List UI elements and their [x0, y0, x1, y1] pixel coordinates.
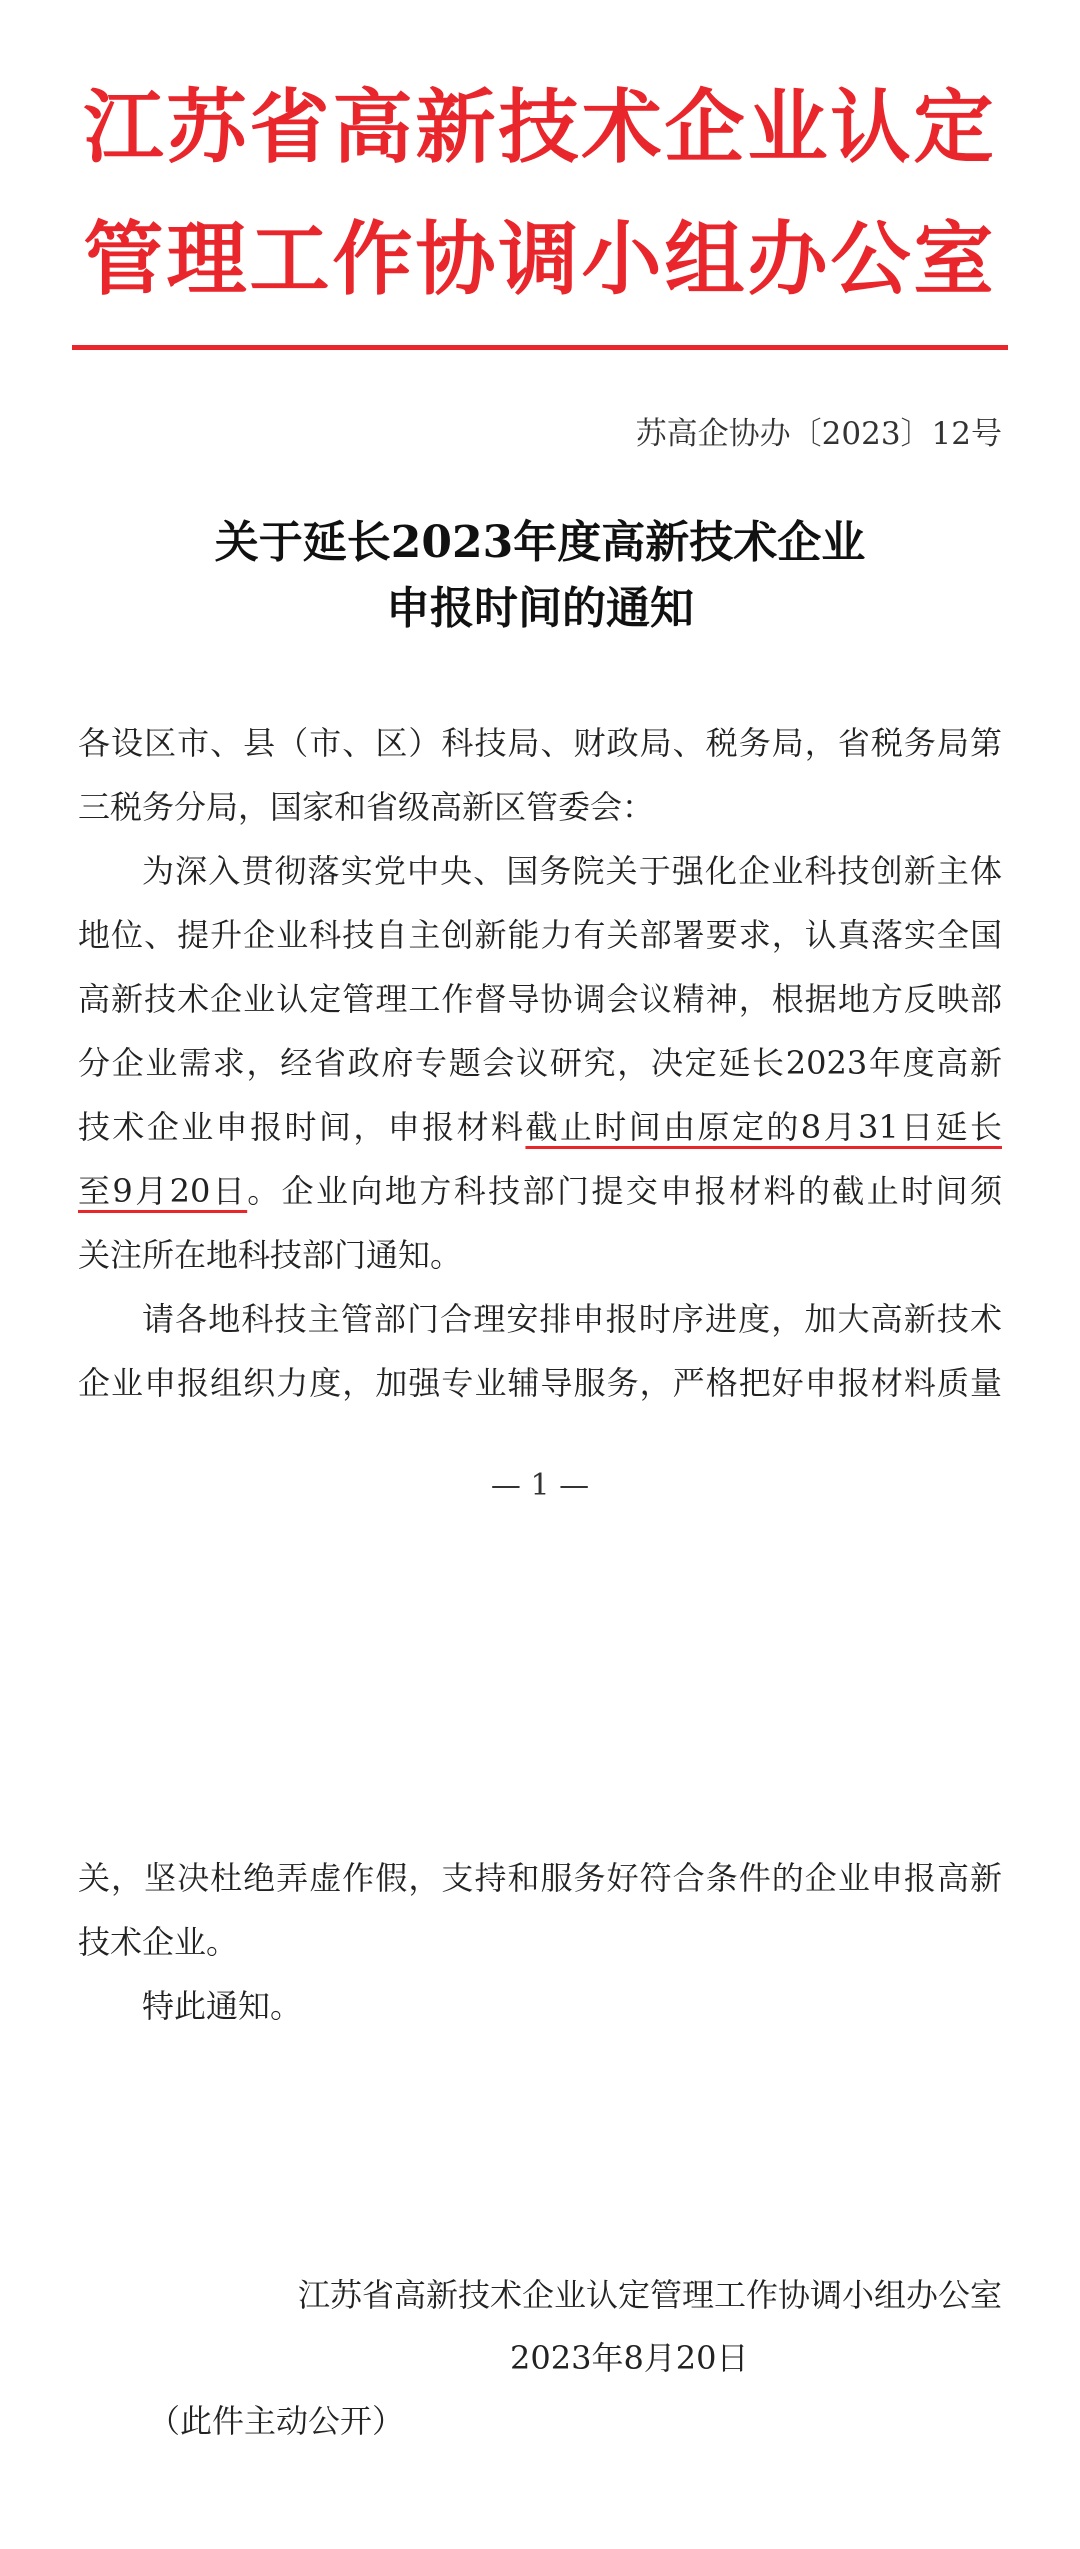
signature-organization: 江苏省高新技术企业认定管理工作协调小组办公室: [297, 2276, 1002, 2314]
issuer-header-line-2: 管理工作协调小组办公室: [83, 213, 997, 306]
deadline-highlight-part-1: 截止时间由原定的8月31日延长: [525, 1108, 1002, 1146]
closing-remark: 特此通知。: [142, 1987, 303, 2025]
signature-date: 2023年8月20日: [510, 2339, 749, 2377]
paragraph1-line-6-suffix: 。企业向地方科技部门提交申报材料的截止时间须: [247, 1172, 1002, 1210]
paragraph2-line-1: 请各地科技主管部门合理安排申报时序进度，加大高新技术: [142, 1300, 1002, 1338]
public-disclosure-note: （此件主动公开）: [148, 2402, 405, 2440]
continuation-line-1: 关，坚决杜绝弄虚作假，支持和服务好符合条件的企业申报高新: [78, 1859, 1002, 1897]
document-title-line-2: 申报时间的通知: [386, 583, 694, 634]
deadline-highlight-part-2: 至9月20日: [78, 1172, 248, 1210]
paragraph1-line-7: 关注所在地科技部门通知。: [78, 1236, 463, 1274]
continuation-line-2: 技术企业。: [78, 1923, 239, 1961]
red-separator-line: [72, 345, 1008, 350]
salutation-line-2: 三税务分局，国家和省级高新区管委会：: [78, 788, 655, 826]
paragraph1-line-5: [78, 1108, 1002, 1146]
paragraph1-line-6: [78, 1172, 1002, 1210]
document-number: 苏高企协办〔2023〕12号: [635, 416, 1002, 452]
paragraph2-line-2: 企业申报组织力度，加强专业辅导服务，严格把好申报材料质量: [78, 1364, 1002, 1402]
salutation-line-1: 各设区市、县（市、区）科技局、财政局、税务局，省税务局第: [78, 724, 1002, 762]
paragraph1-line-5-prefix: 技术企业申报时间，申报材料: [78, 1108, 526, 1146]
paragraph1-line-1: 为深入贯彻落实党中央、国务院关于强化企业科技创新主体: [142, 852, 1002, 890]
paragraph1-line-4: 分企业需求，经省政府专题会议研究，决定延长2023年度高新: [78, 1044, 1002, 1082]
paragraph1-line-2: 地位、提升企业科技自主创新能力有关部署要求，认真落实全国: [78, 916, 1002, 954]
page-number: — 1 —: [490, 1468, 590, 1503]
document-title-line-1: 关于延长2023年度高新技术企业: [214, 517, 866, 568]
issuer-header-line-1: 江苏省高新技术企业认定: [83, 81, 997, 174]
paragraph1-line-3: 高新技术企业认定管理工作督导协调会议精神，根据地方反映部: [78, 980, 1002, 1018]
